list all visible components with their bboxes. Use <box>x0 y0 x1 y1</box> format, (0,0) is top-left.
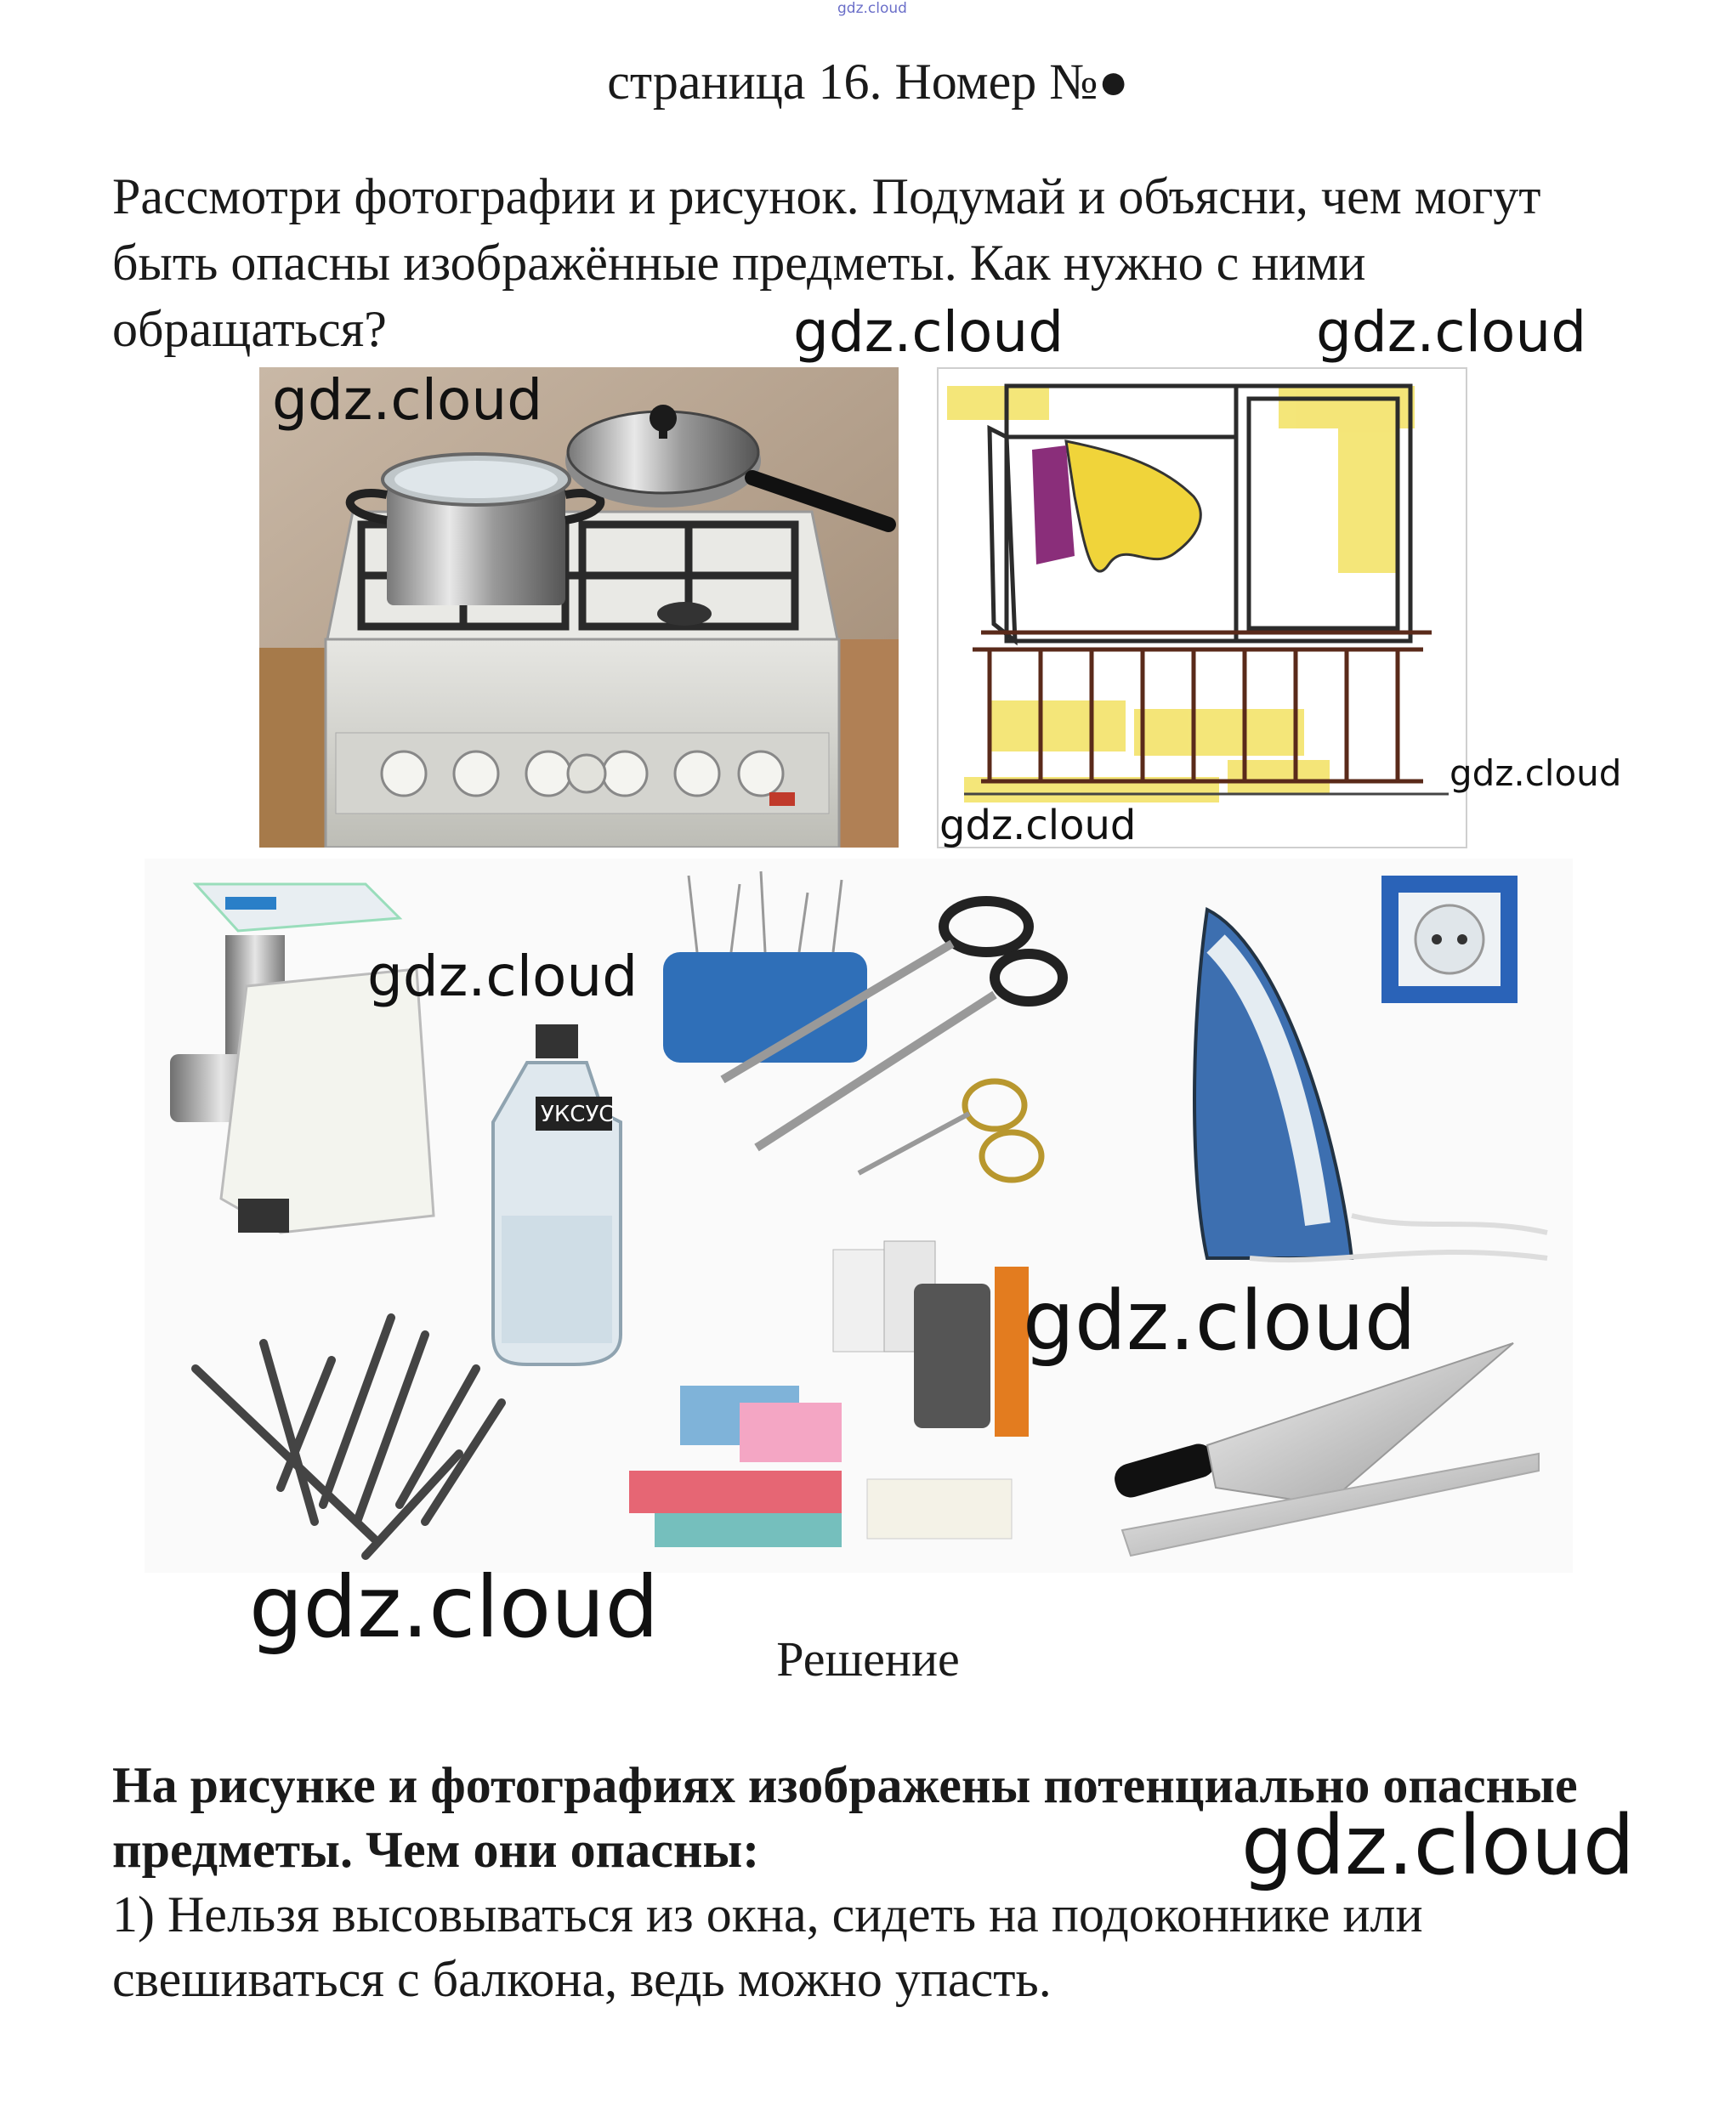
balcony-illustration <box>939 369 1466 847</box>
items-illustration <box>145 859 1573 1573</box>
household-items-photo <box>145 859 1573 1573</box>
watermark: gdz.cloud <box>939 802 1137 849</box>
watermark: gdz.cloud <box>367 944 638 1009</box>
watermark-top: gdz.cloud <box>837 0 907 17</box>
watermark: gdz.cloud <box>1316 299 1587 365</box>
watermark: gdz.cloud <box>1023 1273 1416 1369</box>
stove-illustration <box>259 367 899 848</box>
vinegar-label: УКСУС <box>541 1102 615 1127</box>
balcony-drawing <box>937 367 1467 848</box>
watermark: gdz.cloud <box>1241 1798 1635 1893</box>
solution-title: Решение <box>776 1631 960 1687</box>
watermark: gdz.cloud <box>249 1557 660 1657</box>
stove-photo <box>259 367 899 848</box>
watermark: gdz.cloud <box>793 299 1064 365</box>
task-text: Рассмотри фотографии и рисунок. Подумай и объясни, чем могут быть опасны изображённые предметы. Как нужно с ними обращаться? <box>112 168 1541 357</box>
answer-intro: На рисунке и фотографиях изображены потенциально опасные предметы. Чем они опасны: <box>112 1757 1578 1878</box>
page-title: страница 16. Номер №● <box>607 54 1129 110</box>
watermark: gdz.cloud <box>1450 752 1622 794</box>
answer-item-1: 1) Нельзя высовываться из окна, сидеть на подоконнике или свешиваться с балкона, ведь можно упасть. <box>112 1886 1423 2007</box>
watermark: gdz.cloud <box>272 367 543 433</box>
